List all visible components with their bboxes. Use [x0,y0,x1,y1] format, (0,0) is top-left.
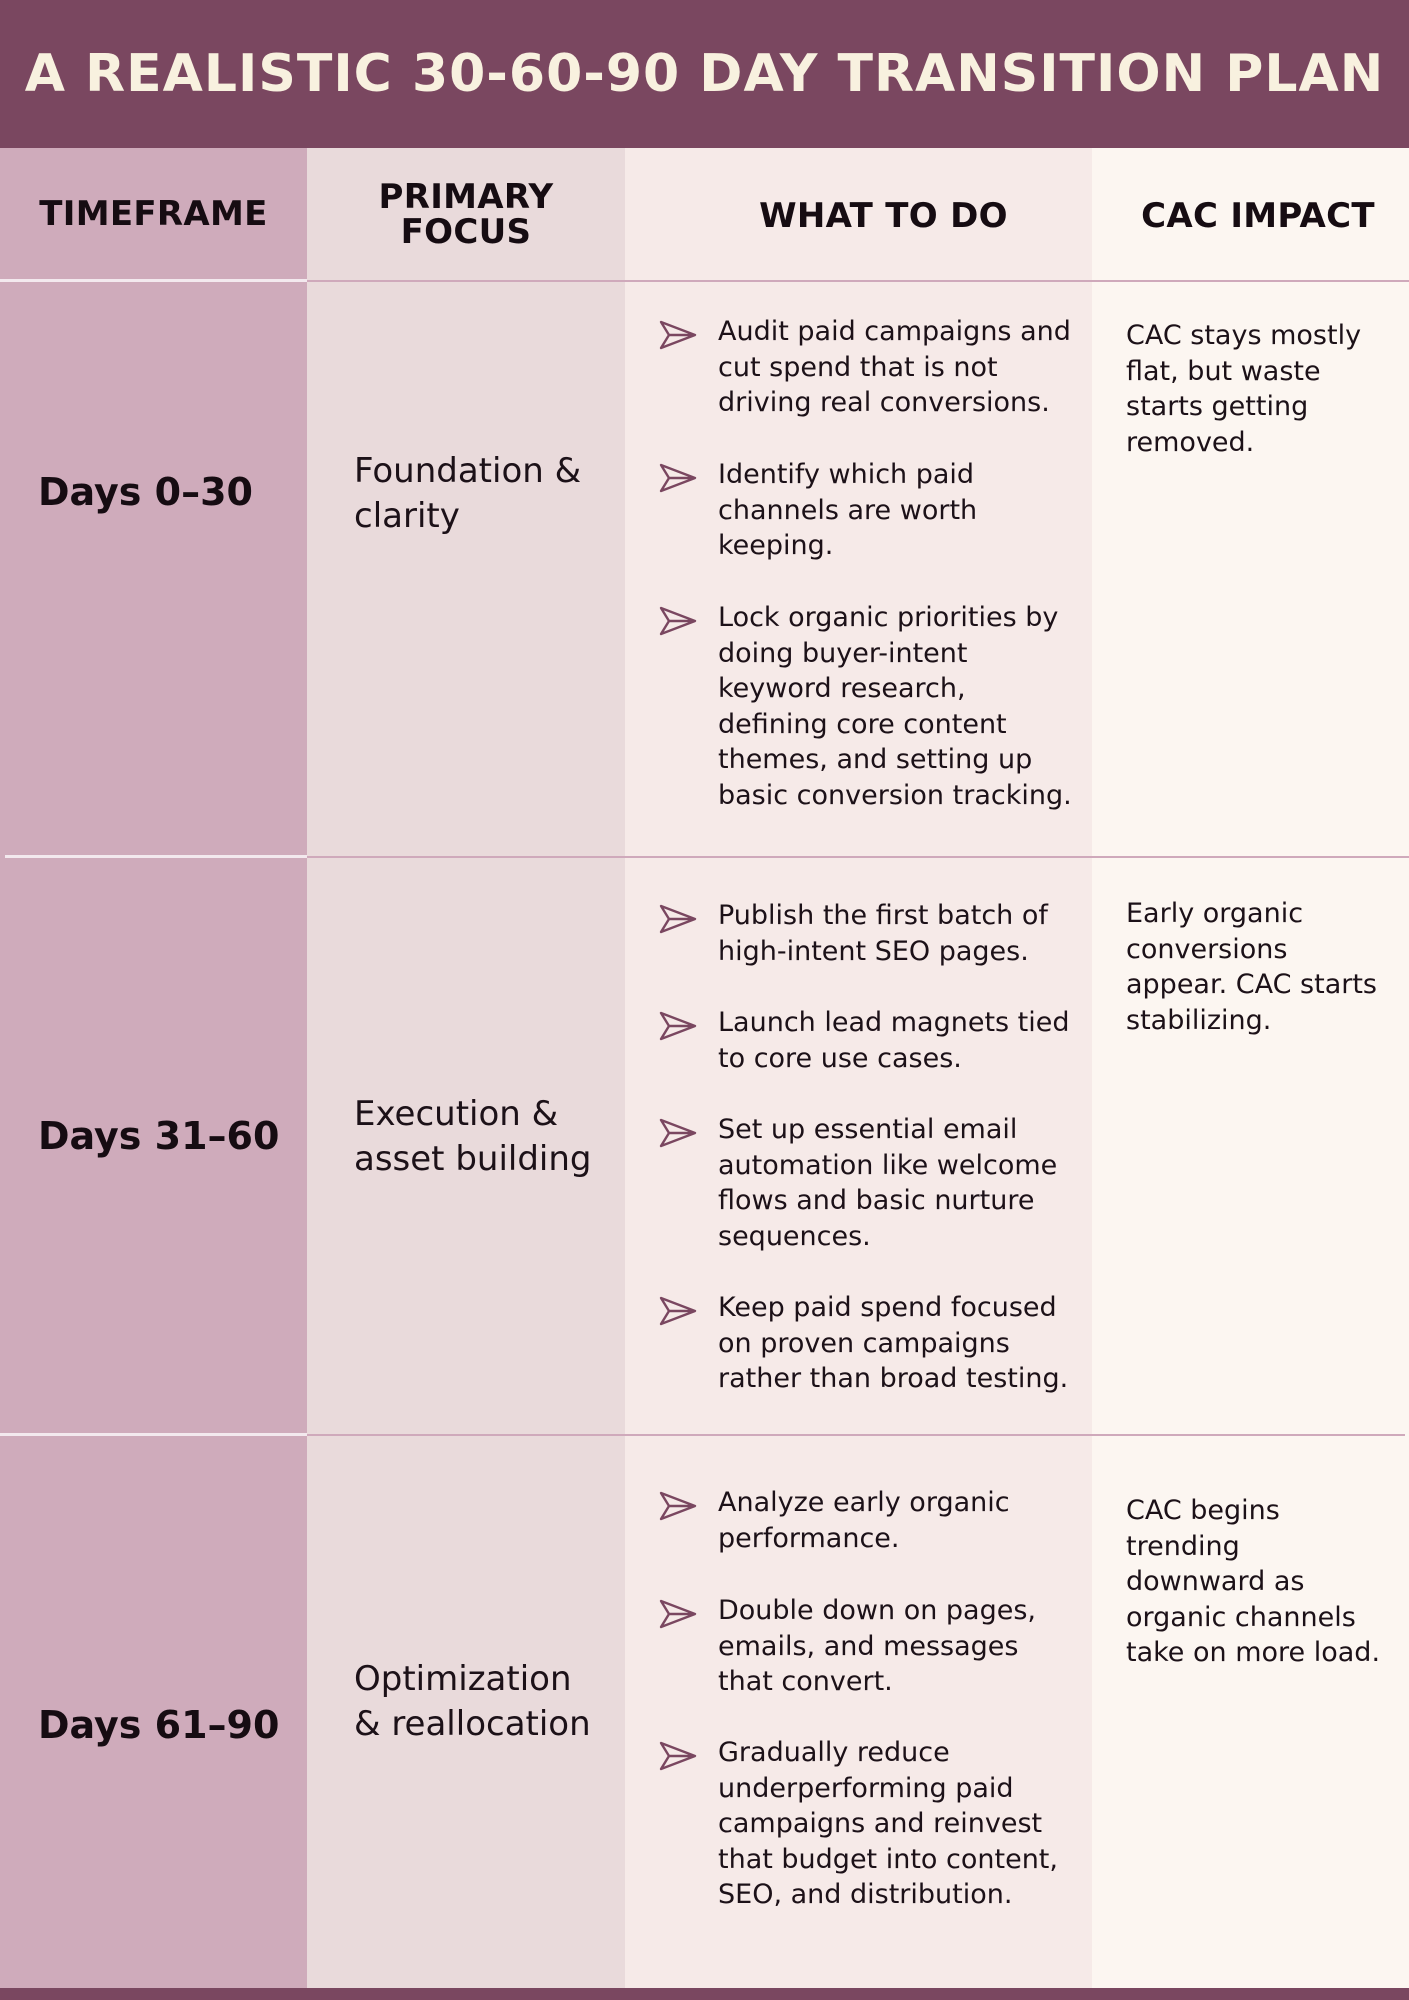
send-arrow-icon [658,1116,698,1150]
row-3-action-3 [658,1735,1078,1913]
row-divider [5,855,307,858]
title-bar [0,0,1409,148]
row-3-action-2 [658,1593,1078,1700]
action-text: Audit paid campaigns and cut spend that is not driving real conversions. [718,316,1071,418]
action-text: Set up essential email automation like welcome flows and basic nurture sequences. [718,1114,1058,1252]
row-1-action-2 [658,457,1078,564]
row-3-action-1 [658,1485,1078,1556]
header-primary-focus-line1: PRIMARY [378,177,554,217]
row-2-action-4 [658,1290,1078,1397]
row-1-timeframe: Days 0–30 [38,470,253,514]
row-divider [0,1433,307,1436]
row-1-action-3 [658,600,1078,813]
action-text: Analyze early organic performance. [718,1487,1010,1554]
row-1-action-1 [658,314,1078,421]
row-3-timeframe: Days 61–90 [38,1703,280,1747]
send-arrow-icon [658,1739,698,1773]
action-text: Lock organic priorities by doing buyer-intent keyword research, defining core content themes, and setting up basic conversion tracking. [718,602,1072,811]
header-timeframe: TIMEFRAME [39,194,268,234]
action-text: Gradually reduce underperforming paid campaigns and reinvest that budget into content, SEO, and distribution. [718,1737,1058,1910]
send-arrow-icon [658,461,698,495]
row-3-focus: Optimization & reallocation [354,1659,591,1744]
header-primary-focus-line2: FOCUS [400,211,532,252]
row-3-impact: CAC begins trending downward as organic channels take on more load. [1126,1495,1381,1668]
send-arrow-icon [658,318,698,352]
row-2-action-2 [658,1005,1078,1076]
footer-bar [0,1988,1409,2000]
action-text: Double down on pages, emails, and messages that convert. [718,1595,1036,1697]
action-text: Identify which paid channels are worth keeping. [718,459,978,561]
header-what-to-do: WHAT TO DO [759,196,1008,236]
row-2-focus: Execution & asset building [354,1094,592,1179]
send-arrow-icon [658,1489,698,1523]
action-text: Publish the first batch of high-intent SEO pages. [718,900,1048,967]
action-text: Launch lead magnets tied to core use cases. [718,1007,1070,1074]
row-divider [0,279,307,282]
row-1-impact: CAC stays mostly flat, but waste starts getting removed. [1126,320,1362,458]
row-divider [307,856,1409,858]
header-primary-focus [307,177,625,252]
send-arrow-icon [658,1009,698,1043]
row-2-action-3 [658,1112,1078,1254]
row-divider [307,1434,1405,1436]
action-text: Keep paid spend focused on proven campaigns rather than broad testing. [718,1292,1069,1394]
header-cac-impact: CAC IMPACT [1141,196,1375,236]
send-arrow-icon [658,902,698,936]
row-1-focus: Foundation & clarity [354,451,582,536]
send-arrow-icon [658,604,698,638]
row-divider [307,280,1409,282]
send-arrow-icon [658,1597,698,1631]
page-title: A REALISTIC 30-60-90 DAY TRANSITION PLAN [24,44,1385,104]
send-arrow-icon [658,1294,698,1328]
row-2-timeframe: Days 31–60 [38,1114,280,1158]
row-2-action-1 [658,898,1078,969]
row-2-impact: Early organic conversions appear. CAC starts stabilizing. [1126,898,1378,1036]
